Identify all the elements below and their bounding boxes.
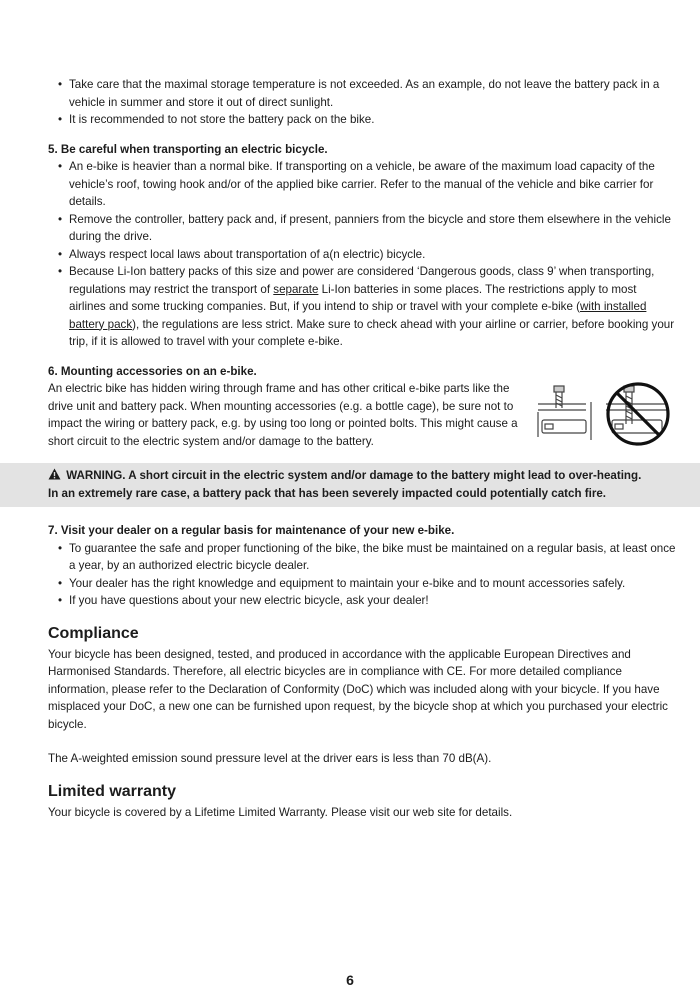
compliance-title: Compliance	[48, 624, 139, 642]
list-item: • Always respect local laws about transportation of a(n electric) bicycle.	[48, 246, 676, 264]
list-item: • Take care that the maximal storage temperature is not exceeded. As an example, do not leave the battery pack in a vehicle in summer and store it out of direct sunlight.	[48, 76, 676, 111]
storage-bullet-list	[48, 76, 676, 129]
text-run: Li-Ion batteries in some places. The restrictions apply to most airlines and some trucking companies. But, if you intend to ship or travel with your complete e-bike (	[69, 282, 637, 313]
text-run: Because Li-Ion battery packs of this size and power are considered ‘Dangerous goods, class 9’ when transporting, regulations may restrict the transport of	[69, 265, 655, 296]
list-item: • It is recommended to not store the battery pack on the bike.	[48, 111, 676, 129]
list-item: • If you have questions about your new electric bicycle, ask your dealer!	[48, 592, 676, 610]
section-7-heading: 7. Visit your dealer on a regular basis for maintenance of your new e-bike.	[48, 524, 455, 537]
list-item: • Remove the controller, battery pack and, if present, panniers from the bicycle and store them elsewhere in the vehicle during the drive.	[48, 211, 676, 246]
section-5-bullet-list	[48, 158, 676, 351]
warning-line-2: In an extremely rare case, a battery pack that has been severely impacted could potentially catch fire.	[48, 487, 607, 500]
page-number: 6	[346, 972, 354, 988]
document-page	[48, 76, 676, 821]
warning-box	[0, 463, 700, 507]
compliance-paragraph: Your bicycle has been designed, tested, and produced in accordance with the applicable European Directives and Harmonised Standards. Therefore, all electric bicycles are in compliance with CE. For more detailed compliance information, please refer to the Declaration of Conformity (DoC) which was included along with your bicycle. If you have misplaced your DoC, a new one can be furnished upon request, by the bicycle shop at which you purchased your electric bicycle.	[48, 647, 668, 731]
warning-line-1	[48, 467, 700, 485]
underlined-term: separate	[273, 282, 319, 296]
text-run: ), the regulations are less strict. Make sure to check ahead with your airline or carrier, before booking your trip, if it is allowed to travel with your complete e-bike.	[69, 317, 675, 348]
warning-triangle-icon	[48, 468, 61, 480]
prohibited-long-bolt-icon	[536, 382, 676, 450]
list-item: • An e-bike is heavier than a normal bike. If transporting on a vehicle, be aware of the maximum load capacity of the vehicle’s roof, towing hook and/or of the applied bike carrier. Refer to the manual of the vehicle and bike carrier for details.	[48, 158, 676, 211]
list-item	[48, 263, 676, 351]
warranty-title: Limited warranty	[48, 782, 177, 800]
section-6-heading: 6. Mounting accessories on an e-bike.	[48, 364, 257, 378]
underlined-term: with installed battery pack	[69, 300, 647, 331]
section-6-body	[48, 380, 676, 450]
warranty-paragraph: Your bicycle is covered by a Lifetime Limited Warranty. Please visit our web site for details.	[48, 805, 513, 819]
sound-level-paragraph: The A-weighted emission sound pressure level at the driver ears is less than 70 dB(A).	[48, 752, 492, 765]
section-6-paragraph: An electric bike has hidden wiring through frame and has other critical e-bike parts like the drive unit and battery pack. When mounting accessories (e.g. a bottle cage), be sure not to impact the wiring or battery pack, e.g. by using too long or pointed bolts. This might cause a short circuit to the electric system and/or damage to the battery.	[48, 382, 518, 448]
section-5-heading: 5. Be careful when transporting an electric bicycle.	[48, 142, 328, 156]
warning-text: WARNING. A short circuit in the electric system and/or damage to the battery might lead to over-heating.	[66, 469, 642, 482]
section-7-bullet-list	[48, 540, 676, 610]
list-item: • Your dealer has the right knowledge and equipment to maintain your e-bike and to mount accessories safely.	[48, 575, 676, 593]
list-item: • To guarantee the safe and proper functioning of the bike, the bike must be maintained on a regular basis, at least once a year, by an authorized electric bicycle dealer.	[48, 540, 676, 575]
